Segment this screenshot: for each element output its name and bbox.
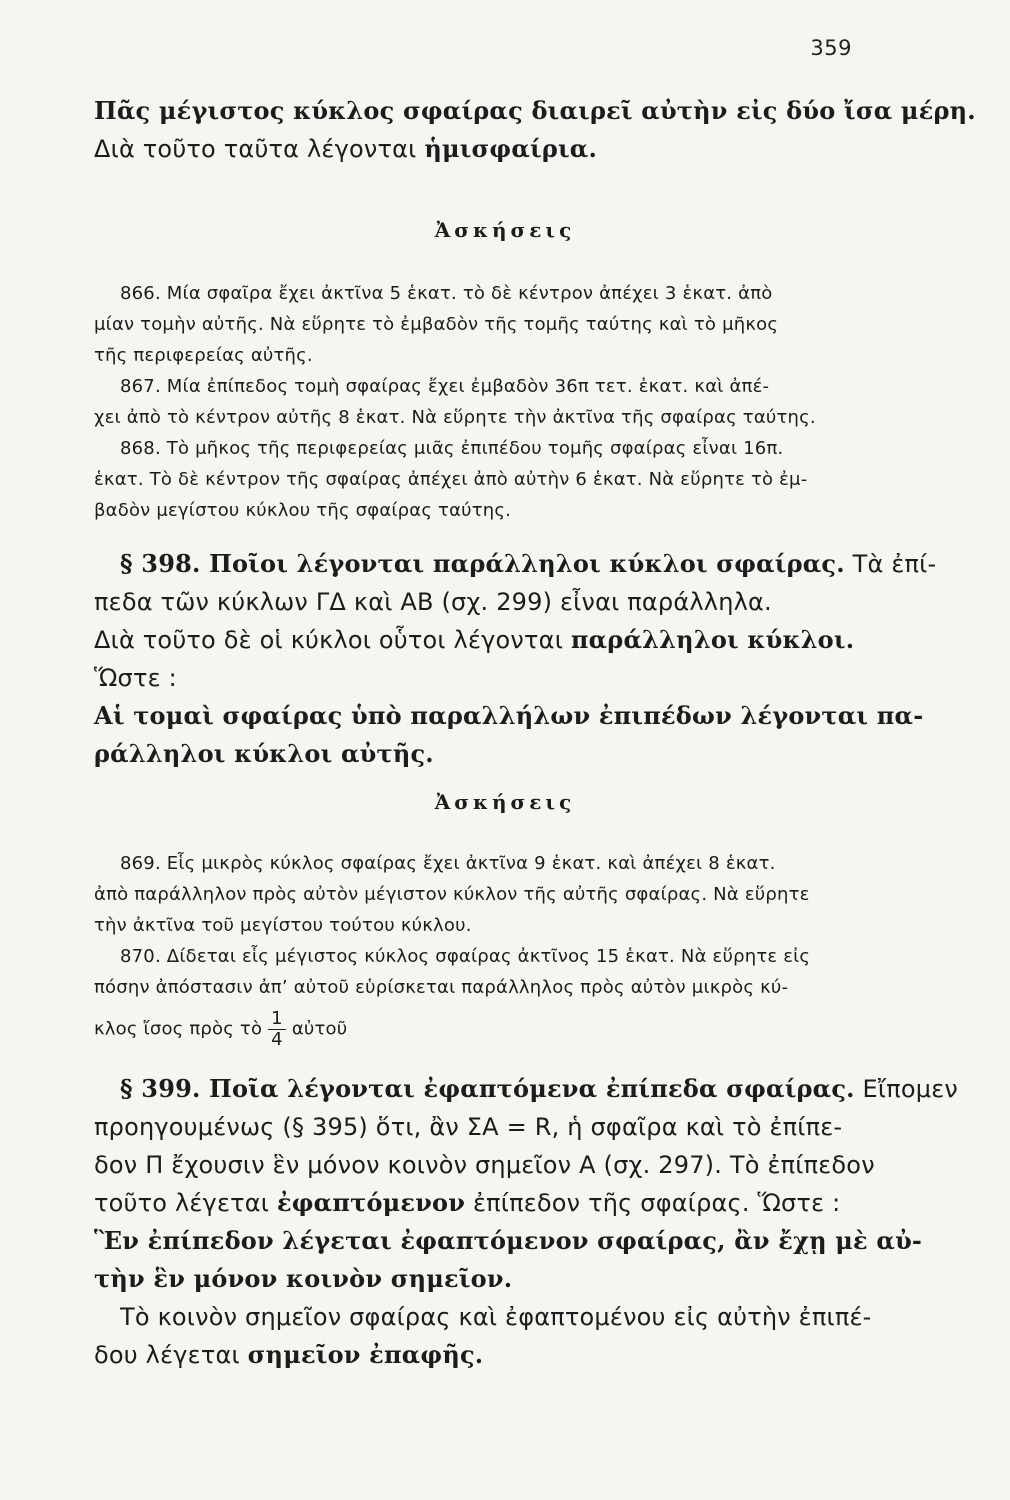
definition-398-line-1: Αἱ τομαὶ σφαίρας ὑπὸ παραλλήλων ἐπιπέδων λέγονται πα-: [94, 701, 924, 730]
exercises-heading-2: Ἀσκήσεις: [434, 790, 576, 814]
exercise-867: 867. Μία ἐπίπεδος τομὴ σφαίρας ἔχει ἐμβαδὸν 36π τετ. ἑκατ. καὶ ἀπέ- χει ἀπὸ τὸ κέντρον αὐτῆς 8 ἑκατ. Νὰ εὕρητε τὴν ἀκτῖνα τῆς σφαίρας ταύτης.: [94, 376, 816, 428]
definition-399-line-2: τὴν ἓν μόνον κοινὸν σημεῖον.: [94, 1264, 513, 1293]
exercise-868: 868. Τὸ μῆκος τῆς περιφερείας μιᾶς ἐπιπέδου τομῆς σφαίρας εἶναι 16π. ἑκατ. Τὸ δὲ κέντρον τῆς σφαίρας ἀπέχει ἀπὸ αὐτὴν 6 ἑκατ. Νὰ εὕρητε τὸ ἐμ- βαδὸν μεγίστου κύκλου τῆς σφαίρας ταύτης.: [94, 438, 808, 521]
section-399-title: § 399. Ποῖα λέγονται ἐφαπτόμενα ἐπίπεδα σφαίρας. Εἴπομεν: [120, 1074, 959, 1103]
term-point-of-contact: σημεῖον ἐπαφῆς.: [247, 1340, 484, 1369]
intro-paragraph: [94, 92, 976, 168]
section-398: § 398. Ποῖοι λέγονται παράλληλοι κύκλοι σφαίρας. Τὰ ἐπί- πεδα τῶν κύκλων ΓΔ καὶ ΑΒ (σχ. 299) εἶναι παράλληλα. Διὰ τοῦτο δὲ οἱ κύκλοι οὗτοι λέγονται παράλληλοι κύκλοι. Ὥστε : Αἱ τομαὶ σφαίρας ὑπὸ παραλλήλων ἐπιπέδων λέγονται πα- ράλληλοι κύκλοι αὐτῆς.: [94, 545, 864, 773]
exercises-heading-1: Ἀσκήσεις: [434, 218, 576, 242]
exercises-group-2: [94, 848, 864, 1050]
section-398-title: § 398. Ποῖοι λέγονται παράλληλοι κύκλοι σφαίρας. Τὰ ἐπί-: [120, 549, 937, 578]
fraction-one-quarter: $\frac{1}{4}$: [268, 1009, 286, 1050]
term-hemispheres: ἡμισφαίρια.: [424, 134, 598, 163]
intro-line-1: Πᾶς μέγιστος κύκλος σφαίρας διαιρεῖ αὐτὴν εἰς δύο ἴσα μέρη.: [94, 96, 976, 125]
definition-399-line-1: Ἓν ἐπίπεδον λέγεται ἐφαπτόμενον σφαίρας, ἂν ἔχῃ μὲ αὐ-: [94, 1226, 923, 1255]
term-tangent: ἐφαπτόμενον: [276, 1188, 466, 1217]
page-number: 359: [810, 36, 852, 60]
definition-398-line-2: ράλληλοι κύκλοι αὐτῆς.: [94, 739, 434, 768]
term-parallel-circles: παράλληλοι κύκλοι.: [570, 625, 855, 654]
exercise-869: 869. Εἷς μικρὸς κύκλος σφαίρας ἔχει ἀκτῖνα 9 ἑκατ. καὶ ἀπέχει 8 ἑκατ. ἀπὸ παράλληλον πρὸς αὐτὸν μέγιστον κύκλον τῆς αὐτῆς σφαίρας. Νὰ εὕρητε τὴν ἀκτῖνα τοῦ μεγίστου τούτου κύκλου.: [94, 853, 810, 936]
section-399: § 399. Ποῖα λέγονται ἐφαπτόμενα ἐπίπεδα σφαίρας. Εἴπομεν προηγουμένως (§ 395) ὅτι, ἂν ΣΑ = R, ἡ σφαῖρα καὶ τὸ ἐπίπε- δον Π ἔχουσιν ἓν μόνον κοινὸν σημεῖον Α (σχ. 297). Τὸ ἐπίπεδον τοῦτο λέγεται ἐφαπτόμενον ἐπίπεδον τῆς σφαίρας. Ὥστε : Ἓν ἐπίπεδον λέγεται ἐφαπτόμενον σφαίρας, ἂν ἔχῃ μὲ αὐ- τὴν ἓν μόνον κοινὸν σημεῖον. Τὸ κοινὸν σημεῖον σφαίρας καὶ ἐφαπτομένου εἰς αὐτὴν ἐπιπέ- δου λέγεται σημεῖον ἐπαφῆς.: [94, 1070, 864, 1374]
exercise-870: 870. Δίδεται εἷς μέγιστος κύκλος σφαίρας ἀκτῖνος 15 ἑκατ. Νὰ εὕρητε εἰς πόσην ἀπόστασιν ἀπ’ αὐτοῦ εὑρίσκεται παράλληλος πρὸς αὐτὸν μικρὸς κύ- κλος ἴσος πρὸς τὸ $\frac{1}{4}$ αὐτοῦ: [94, 946, 811, 1050]
intro-line-2: Διὰ τοῦτο ταῦτα λέγονται ἡμισφαίρια.: [94, 134, 598, 163]
exercises-group-1: [94, 278, 864, 526]
exercise-866: 866. Μία σφαῖρα ἔχει ἀκτῖνα 5 ἑκατ. τὸ δὲ κέντρον ἀπέχει 3 ἑκατ. ἀπὸ μίαν τομὴν αὐτῆς. Νὰ εὕρητε τὸ ἐμβαδὸν τῆς τομῆς ταύτης καὶ τὸ μῆκος τῆς περιφερείας αὐτῆς.: [94, 283, 779, 366]
